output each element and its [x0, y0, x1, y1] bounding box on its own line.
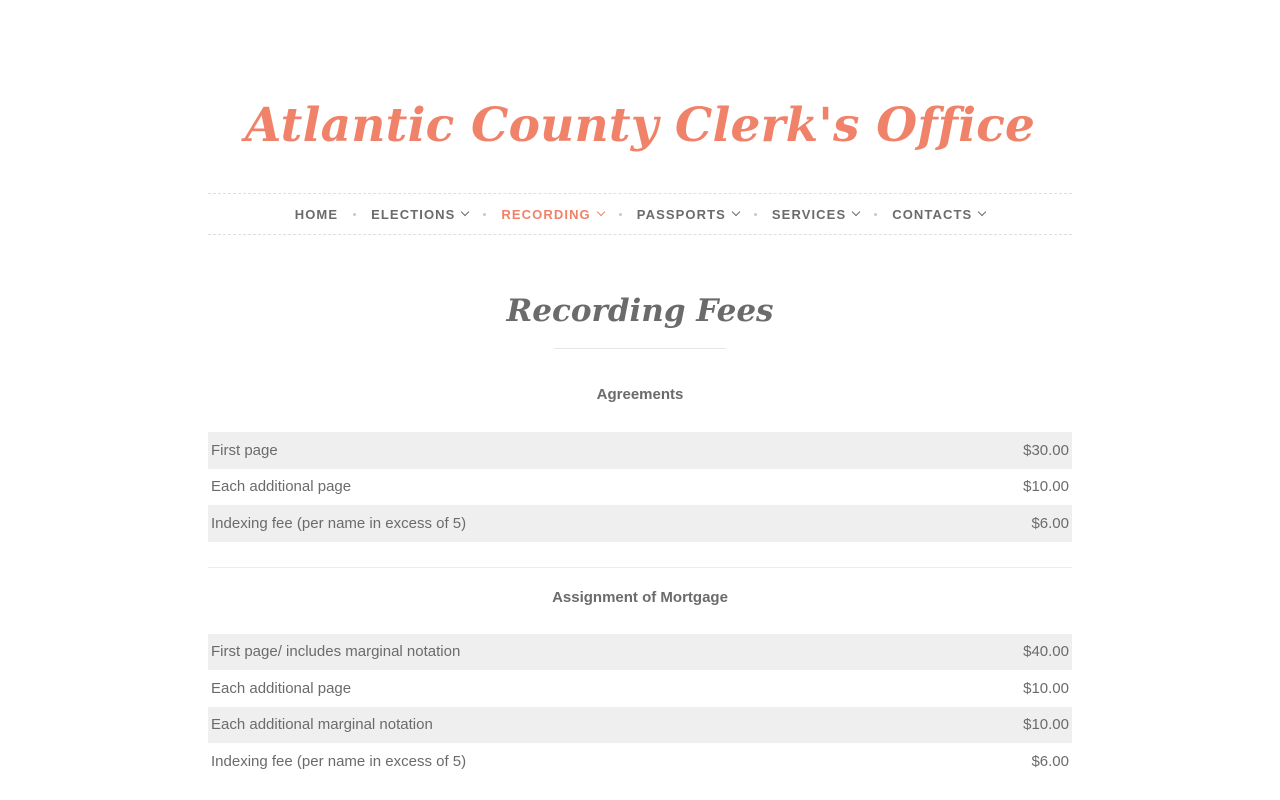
- chevron-down-icon: [461, 208, 469, 216]
- chevron-down-icon: [852, 208, 860, 216]
- nav-separator-dot: [874, 213, 877, 216]
- nav-item-recording[interactable]: [501, 207, 603, 222]
- table-row: [208, 670, 1072, 707]
- fee-item: Each additional page: [211, 679, 352, 697]
- site-header: [208, 95, 1072, 235]
- fee-item: Each additional page: [211, 478, 352, 496]
- table-row: [208, 432, 1072, 469]
- table-row: [208, 743, 1072, 780]
- nav-item-home[interactable]: [295, 207, 338, 222]
- page-title: Recording Fees: [506, 293, 774, 329]
- fee-amount: $10.00: [1023, 478, 1069, 496]
- nav-item-elections[interactable]: [371, 207, 468, 222]
- fee-table: [208, 432, 1072, 542]
- nav-item-label: RECORDING: [501, 206, 591, 222]
- chevron-down-icon: [732, 208, 740, 216]
- nav-item-label: HOME: [294, 206, 339, 222]
- fee-section-assignment-of-mortgage: [208, 588, 1072, 780]
- section-heading: Agreements: [596, 386, 684, 403]
- fee-amount: $40.00: [929, 634, 1072, 671]
- fee-amount: $30.00: [929, 432, 1072, 469]
- nav-item-label: PASSPORTS: [636, 206, 726, 222]
- main-content: [208, 291, 1072, 780]
- fee-amount: $6.00: [929, 505, 1072, 542]
- nav-item-contacts[interactable]: [892, 207, 985, 222]
- nav-separator-dot: [483, 213, 486, 216]
- nav-item-label: CONTACTS: [892, 206, 973, 222]
- nav-separator-dot: [353, 213, 356, 216]
- table-row: [208, 634, 1072, 671]
- fee-table: [208, 634, 1072, 780]
- fee-amount: $10.00: [929, 707, 1072, 744]
- chevron-down-icon: [978, 208, 986, 216]
- fee-amount: $10.00: [1023, 679, 1069, 697]
- fee-item: First page: [208, 432, 929, 469]
- nav-separator-dot: [619, 213, 622, 216]
- table-row: [208, 469, 1072, 506]
- main-nav: [208, 193, 1072, 235]
- section-divider: [208, 567, 1072, 568]
- table-row: [208, 707, 1072, 744]
- fee-item: Indexing fee (per name in excess of 5): [211, 752, 467, 770]
- fee-item: First page/ includes marginal notation: [208, 634, 929, 671]
- fee-section-agreements: [208, 385, 1072, 542]
- fee-item: Indexing fee (per name in excess of 5): [208, 505, 929, 542]
- table-row: [208, 505, 1072, 542]
- nav-item-label: ELECTIONS: [371, 206, 456, 222]
- fee-amount: $6.00: [1031, 752, 1069, 770]
- chevron-down-icon: [597, 208, 605, 216]
- nav-item-services[interactable]: [772, 207, 859, 222]
- site-title[interactable]: Atlantic County Clerk's Office: [244, 98, 1036, 153]
- title-divider: [554, 348, 726, 349]
- fee-item: Each additional marginal notation: [208, 707, 929, 744]
- section-heading: Assignment of Mortgage: [552, 588, 728, 606]
- nav-item-passports[interactable]: [637, 207, 739, 222]
- nav-separator-dot: [754, 213, 757, 216]
- nav-item-label: SERVICES: [771, 206, 847, 222]
